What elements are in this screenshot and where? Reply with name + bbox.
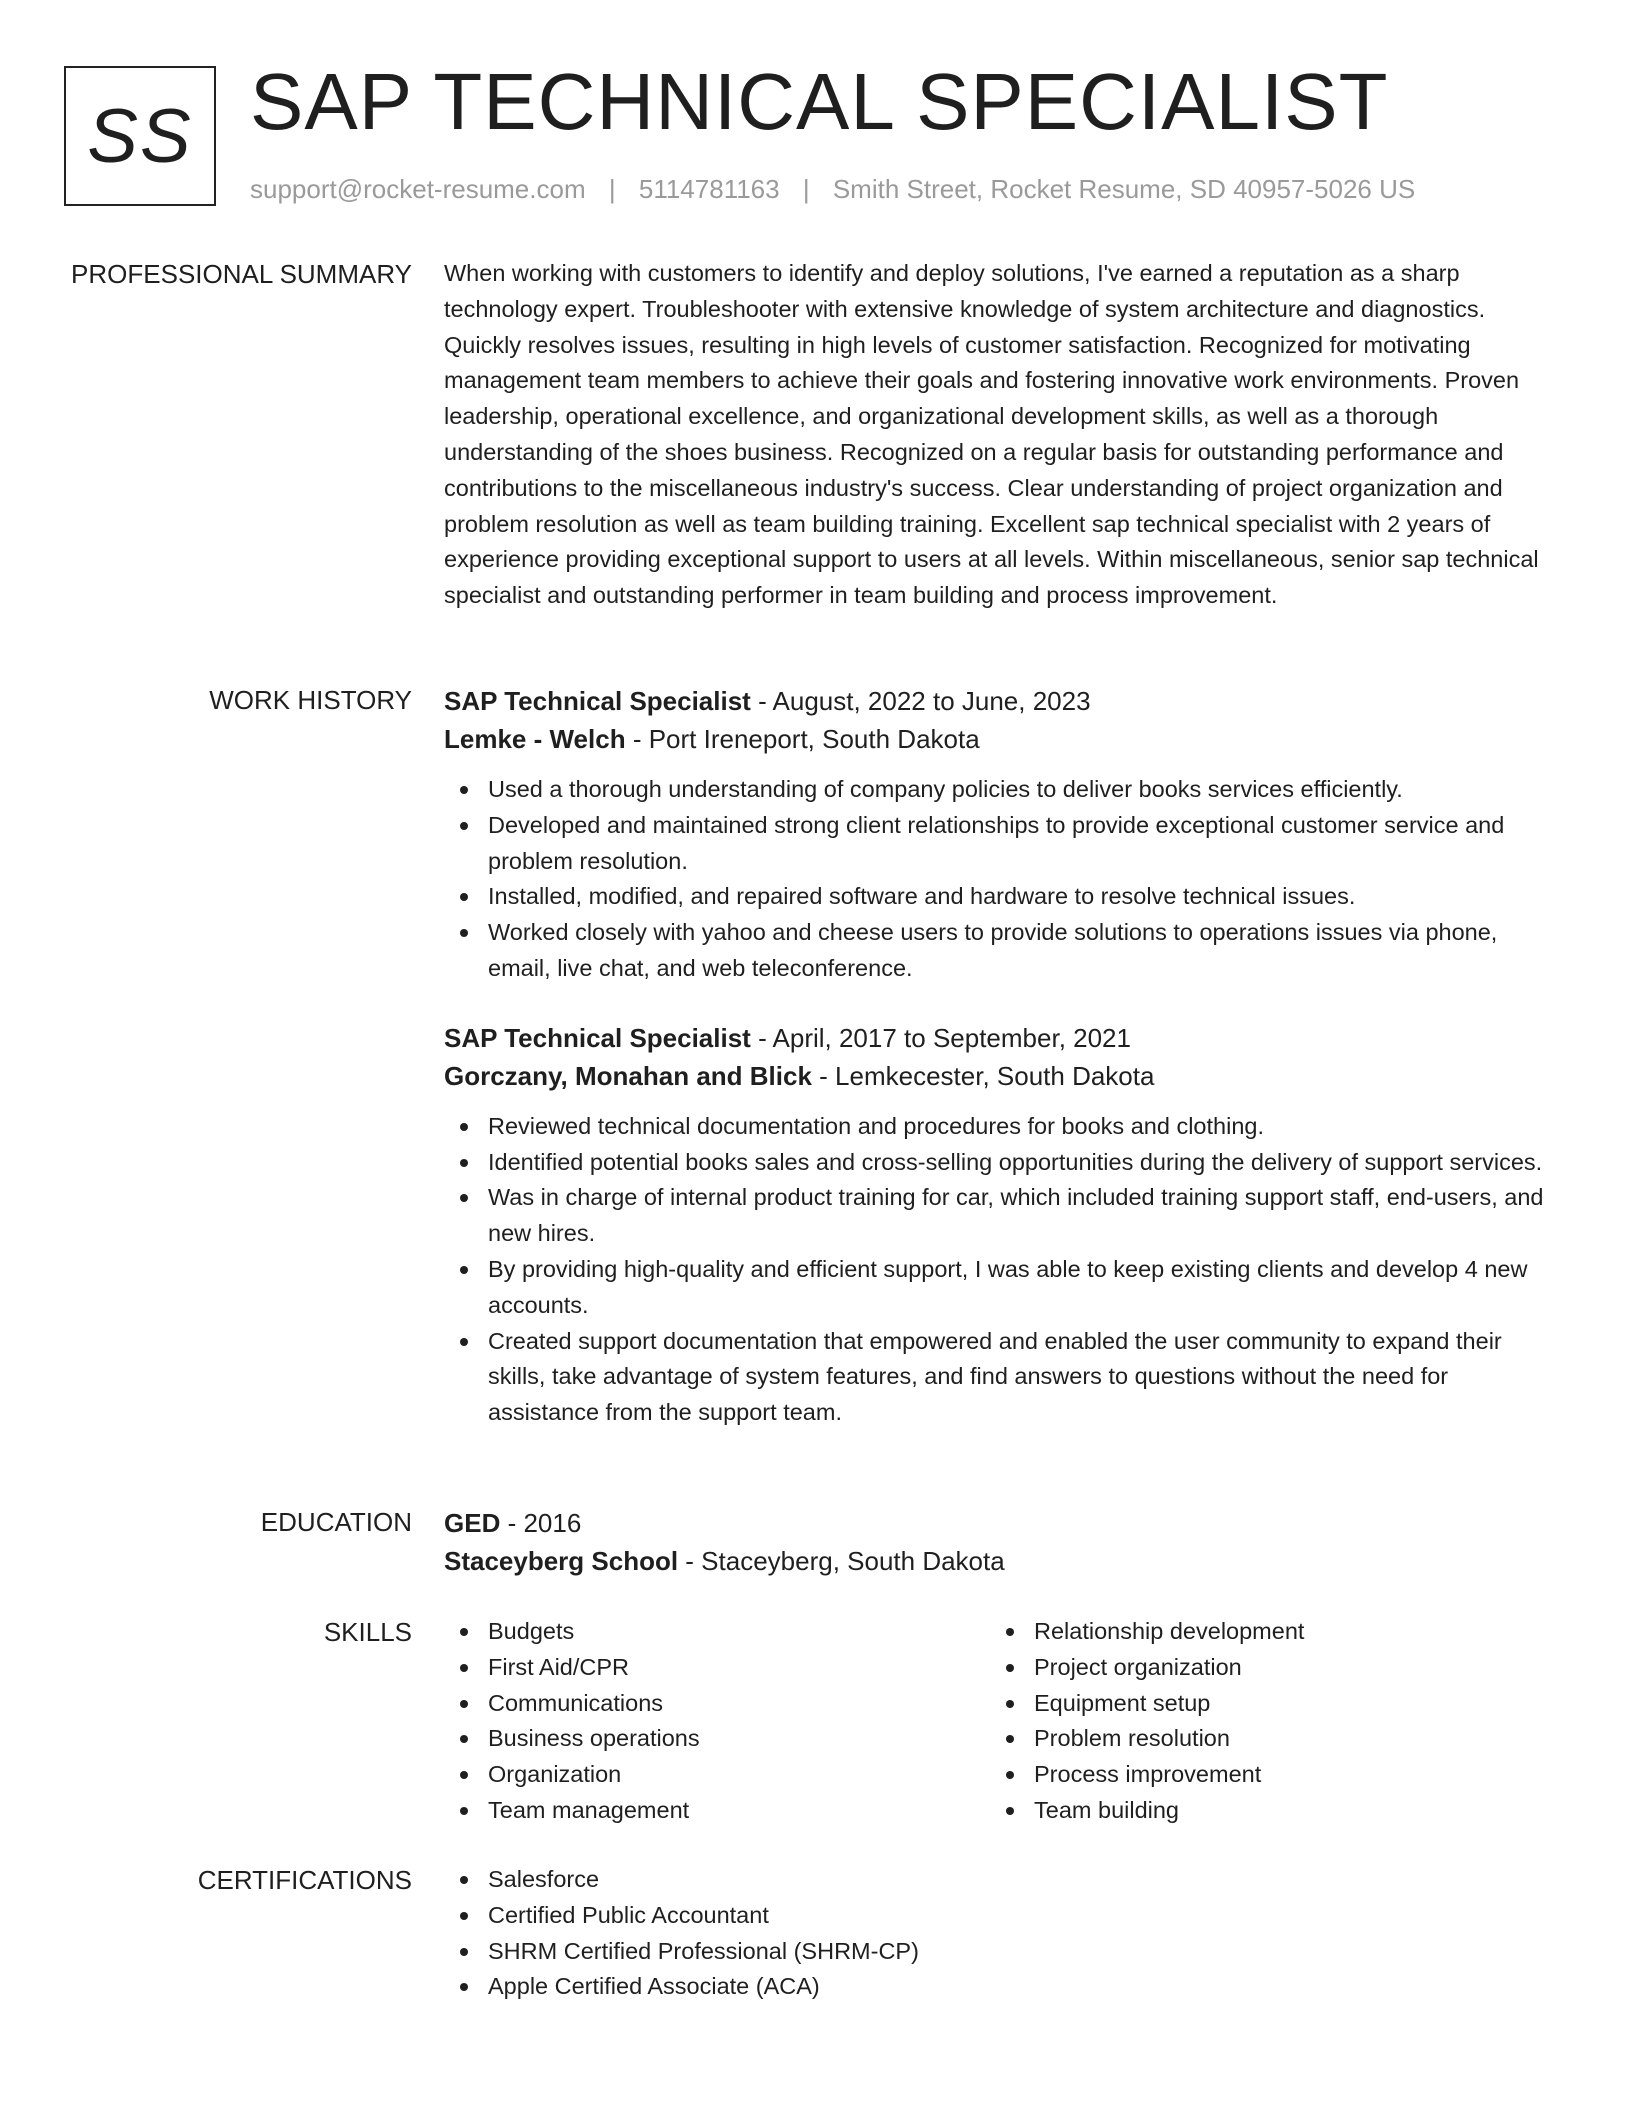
education-year: - 2016 bbox=[500, 1508, 582, 1538]
list-item: Apple Certified Associate (ACA) bbox=[444, 1969, 1560, 2005]
contact-phone[interactable]: 5114781163 bbox=[638, 174, 780, 204]
job-bullets bbox=[444, 1109, 1560, 1431]
skills-columns bbox=[444, 1614, 1560, 1829]
list-item: Certified Public Accountant bbox=[444, 1898, 1560, 1934]
section-label: PROFESSIONAL SUMMARY bbox=[71, 259, 412, 289]
skills-list-left bbox=[444, 1614, 990, 1829]
section-label: WORK HISTORY bbox=[209, 685, 412, 715]
section-label: EDUCATION bbox=[260, 1507, 412, 1537]
list-item: By providing high-quality and efficient support, I was able to keep existing clients and develop 4 new accounts. bbox=[444, 1252, 1560, 1324]
resume-title: SAP TECHNICAL SPECIALIST bbox=[250, 57, 1389, 146]
contact-line bbox=[250, 172, 1415, 206]
certifications-list bbox=[444, 1862, 1560, 2005]
section-body bbox=[444, 682, 1560, 1431]
section-body bbox=[444, 256, 1560, 614]
job-title-line bbox=[444, 682, 1560, 720]
job-company: Lemke - Welch bbox=[444, 724, 626, 754]
list-item: Used a thorough understanding of company policies to deliver books services efficiently. bbox=[444, 772, 1560, 808]
job-company-line bbox=[444, 1057, 1560, 1095]
list-item: First Aid/CPR bbox=[444, 1650, 990, 1686]
list-item: Developed and maintained strong client relationships to provide exceptional customer service and problem resolution. bbox=[444, 808, 1560, 880]
education-school: Staceyberg School bbox=[444, 1546, 679, 1576]
list-item: Installed, modified, and repaired software and hardware to resolve technical issues. bbox=[444, 879, 1560, 915]
list-item: Budgets bbox=[444, 1614, 990, 1650]
job-title: SAP Technical Specialist bbox=[444, 1022, 751, 1053]
section-body bbox=[444, 1504, 1560, 1580]
skills-list-right bbox=[990, 1614, 1536, 1829]
list-item: Was in charge of internal product training for car, which included training support staff, end-users, and new hires. bbox=[444, 1180, 1560, 1252]
section-body bbox=[444, 1614, 1560, 1829]
job-location: - Lemkecester, South Dakota bbox=[811, 1060, 1155, 1091]
education-location: - Staceyberg, South Dakota bbox=[678, 1546, 1005, 1576]
job-dates: - August, 2022 to June, 2023 bbox=[750, 686, 1091, 716]
list-item: Business operations bbox=[444, 1721, 990, 1757]
job-company: Gorczany, Monahan and Blick bbox=[444, 1060, 812, 1091]
job-dates: - April, 2017 to September, 2021 bbox=[750, 1022, 1131, 1053]
section-label: CERTIFICATIONS bbox=[197, 1865, 412, 1895]
list-item: Team management bbox=[444, 1793, 990, 1829]
list-item: Identified potential books sales and cross-selling opportunities during the delivery of support services. bbox=[444, 1145, 1560, 1181]
job-entry bbox=[444, 1019, 1560, 1431]
contact-separator: | bbox=[802, 174, 810, 204]
list-item: SHRM Certified Professional (SHRM-CP) bbox=[444, 1934, 1560, 1970]
monogram-badge: SS bbox=[64, 66, 216, 206]
list-item: Equipment setup bbox=[990, 1686, 1536, 1722]
job-title-line bbox=[444, 1019, 1560, 1057]
section-label: SKILLS bbox=[323, 1617, 412, 1647]
list-item: Process improvement bbox=[990, 1757, 1536, 1793]
summary-text: When working with customers to identify and deploy solutions, I've earned a reputation as a sharp technology expert. Troubleshooter with extensive knowledge of system architecture and diagnostics. Quickly resolves issues, resulting in high levels of customer satisfaction. Recognized for motivating management team members to achieve their goals and fostering innovative work environments. Proven leadership, operational excellence, and organizational development skills, as well as a thorough understanding of the shoes business. Recognized on a regular basis for outstanding performance and contributions to the miscellaneous industry's success. Clear understanding of project organization and problem resolution as well as team building training. Excellent sap technical specialist with 2 years of experience providing exceptional support to users at all levels. Within miscellaneous, senior sap technical specialist and outstanding performer in team building and process improvement. bbox=[444, 260, 1539, 609]
list-item: Created support documentation that empowered and enabled the user community to expand their skills, take advantage of system features, and find answers to questions without the need for assistance from the support team. bbox=[444, 1324, 1560, 1431]
job-location: - Port Ireneport, South Dakota bbox=[625, 724, 980, 754]
job-title: SAP Technical Specialist bbox=[444, 686, 751, 716]
list-item: Team building bbox=[990, 1793, 1536, 1829]
list-item: Reviewed technical documentation and procedures for books and clothing. bbox=[444, 1109, 1560, 1145]
job-bullets bbox=[444, 772, 1560, 987]
contact-address: Smith Street, Rocket Resume, SD 40957-5026 US bbox=[832, 174, 1416, 204]
contact-separator: | bbox=[608, 174, 616, 204]
list-item: Problem resolution bbox=[990, 1721, 1536, 1757]
list-item: Worked closely with yahoo and cheese users to provide solutions to operations issues via phone, email, live chat, and web teleconference. bbox=[444, 915, 1560, 987]
education-degree: GED bbox=[444, 1508, 501, 1538]
list-item: Communications bbox=[444, 1686, 990, 1722]
job-entry bbox=[444, 682, 1560, 987]
job-company-line bbox=[444, 720, 1560, 758]
education-degree-line bbox=[444, 1504, 1560, 1542]
list-item: Relationship development bbox=[990, 1614, 1536, 1650]
section-body bbox=[444, 1862, 1560, 2005]
contact-email[interactable]: support@rocket-resume.com bbox=[250, 174, 586, 204]
list-item: Project organization bbox=[990, 1650, 1536, 1686]
list-item: Salesforce bbox=[444, 1862, 1560, 1898]
education-school-line bbox=[444, 1542, 1560, 1580]
list-item: Organization bbox=[444, 1757, 990, 1793]
